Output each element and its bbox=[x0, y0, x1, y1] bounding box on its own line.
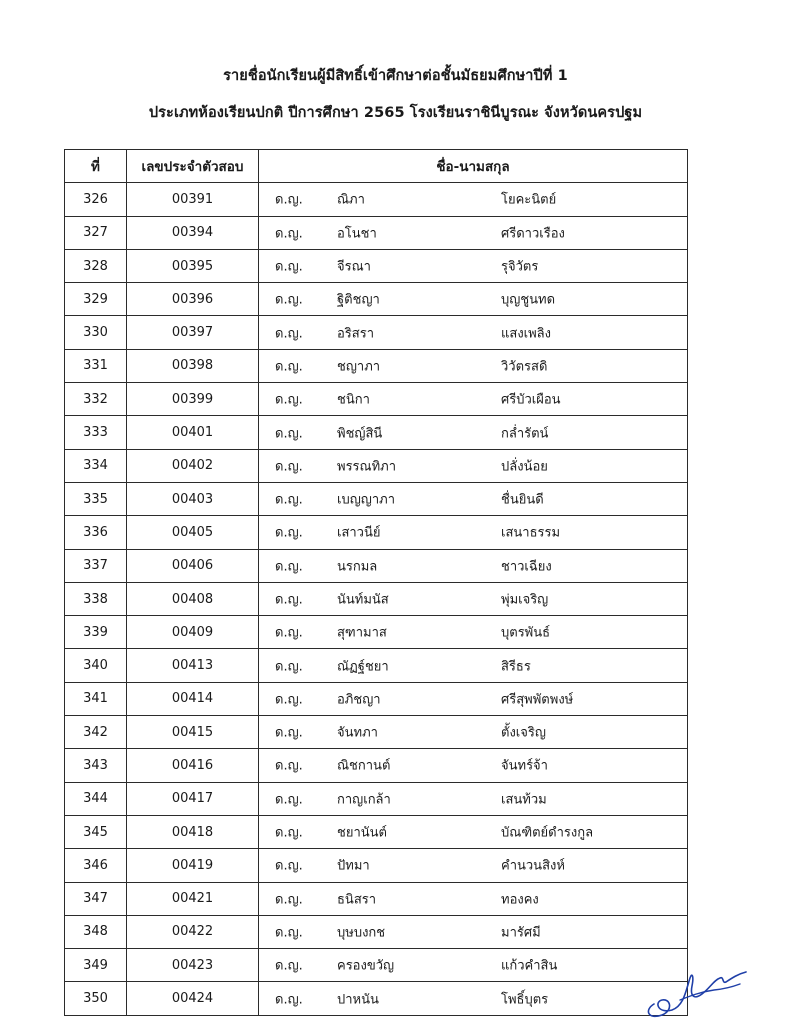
name-prefix: ด.ญ. bbox=[275, 725, 303, 741]
exam-id: 00416 bbox=[127, 749, 259, 782]
last-name: โพธิ์บุตร bbox=[501, 992, 549, 1008]
row-number: 344 bbox=[65, 782, 127, 815]
table-row bbox=[65, 416, 688, 449]
first-name: ณิชกานต์ bbox=[337, 758, 391, 774]
first-name: บุษบงกช bbox=[337, 925, 386, 941]
first-name: อริสรา bbox=[337, 326, 375, 342]
table-row bbox=[65, 849, 688, 882]
last-name: กล่ำรัตน์ bbox=[501, 426, 549, 442]
row-number: 334 bbox=[65, 449, 127, 482]
last-name: ศรีดาวเรือง bbox=[501, 226, 565, 242]
full-name-cell bbox=[259, 682, 688, 715]
row-number: 336 bbox=[65, 516, 127, 549]
row-number: 349 bbox=[65, 949, 127, 982]
last-name: จันทร์จ้า bbox=[501, 758, 548, 774]
exam-id: 00403 bbox=[127, 482, 259, 515]
name-prefix: ด.ญ. bbox=[275, 858, 303, 874]
table-row bbox=[65, 249, 688, 282]
exam-id: 00421 bbox=[127, 882, 259, 915]
first-name: นันท์มนัส bbox=[337, 592, 389, 608]
first-name: อภิชญา bbox=[337, 692, 381, 708]
last-name: แก้วคำสิน bbox=[501, 958, 558, 974]
column-header-full-name: ชื่อ-นามสกุล bbox=[259, 150, 688, 183]
exam-id: 00408 bbox=[127, 582, 259, 615]
exam-id: 00396 bbox=[127, 283, 259, 316]
name-prefix: ด.ญ. bbox=[275, 992, 303, 1008]
table-row bbox=[65, 982, 688, 1015]
last-name: เสนาธรรม bbox=[501, 525, 561, 541]
last-name: ศรีสุพพัตพงษ์ bbox=[501, 692, 574, 708]
name-prefix: ด.ญ. bbox=[275, 326, 303, 342]
exam-id: 00397 bbox=[127, 316, 259, 349]
full-name-cell bbox=[259, 815, 688, 848]
full-name-cell bbox=[259, 782, 688, 815]
table-row bbox=[65, 782, 688, 815]
table-row bbox=[65, 716, 688, 749]
table-row bbox=[65, 216, 688, 249]
full-name-cell bbox=[259, 582, 688, 615]
name-prefix: ด.ญ. bbox=[275, 226, 303, 242]
first-name: ณิภา bbox=[337, 192, 365, 208]
name-prefix: ด.ญ. bbox=[275, 892, 303, 908]
full-name-cell bbox=[259, 349, 688, 382]
first-name: ฐิติชญา bbox=[337, 292, 380, 308]
first-name: ปาหนัน bbox=[337, 992, 379, 1008]
exam-id: 00414 bbox=[127, 682, 259, 715]
name-prefix: ด.ญ. bbox=[275, 392, 303, 408]
last-name: บุญชูนทด bbox=[501, 292, 556, 308]
exam-id: 00417 bbox=[127, 782, 259, 815]
name-prefix: ด.ญ. bbox=[275, 525, 303, 541]
name-prefix: ด.ญ. bbox=[275, 958, 303, 974]
row-number: 338 bbox=[65, 582, 127, 615]
name-prefix: ด.ญ. bbox=[275, 426, 303, 442]
first-name: พรรณทิภา bbox=[337, 459, 397, 475]
table-row bbox=[65, 449, 688, 482]
name-prefix: ด.ญ. bbox=[275, 559, 303, 575]
last-name: ตั้งเจริญ bbox=[501, 725, 546, 741]
full-name-cell bbox=[259, 949, 688, 982]
last-name: ชื่นยินดี bbox=[501, 492, 544, 508]
name-prefix: ด.ญ. bbox=[275, 659, 303, 675]
row-number: 347 bbox=[65, 882, 127, 915]
table-row bbox=[65, 283, 688, 316]
first-name: ชนิกา bbox=[337, 392, 370, 408]
full-name-cell bbox=[259, 849, 688, 882]
name-prefix: ด.ญ. bbox=[275, 459, 303, 475]
table-row bbox=[65, 183, 688, 216]
table-row bbox=[65, 616, 688, 649]
table-row bbox=[65, 516, 688, 549]
last-name: คำนวนสิงห์ bbox=[501, 858, 565, 874]
row-number: 326 bbox=[65, 183, 127, 216]
row-number: 339 bbox=[65, 616, 127, 649]
exam-id: 00398 bbox=[127, 349, 259, 382]
column-header-number: ที่ bbox=[65, 150, 127, 183]
first-name: จันทภา bbox=[337, 725, 378, 741]
full-name-cell bbox=[259, 416, 688, 449]
row-number: 350 bbox=[65, 982, 127, 1015]
exam-id: 00395 bbox=[127, 249, 259, 282]
row-number: 331 bbox=[65, 349, 127, 382]
first-name: เสาวนีย์ bbox=[337, 525, 381, 541]
full-name-cell bbox=[259, 915, 688, 948]
row-number: 346 bbox=[65, 849, 127, 882]
last-name: วิวัตรสดิ bbox=[501, 359, 548, 375]
table-row bbox=[65, 915, 688, 948]
table-row bbox=[65, 582, 688, 615]
last-name: รุจิวัตร bbox=[501, 259, 539, 275]
exam-id: 00406 bbox=[127, 549, 259, 582]
row-number: 343 bbox=[65, 749, 127, 782]
first-name: ครองขวัญ bbox=[337, 958, 395, 974]
last-name: บุตรพันธ์ bbox=[501, 625, 551, 641]
exam-id: 00399 bbox=[127, 383, 259, 416]
full-name-cell bbox=[259, 449, 688, 482]
table-row bbox=[65, 482, 688, 515]
row-number: 348 bbox=[65, 915, 127, 948]
table-row bbox=[65, 949, 688, 982]
name-prefix: ด.ญ. bbox=[275, 792, 303, 808]
exam-id: 00402 bbox=[127, 449, 259, 482]
exam-id: 00422 bbox=[127, 915, 259, 948]
last-name: โยคะนิตย์ bbox=[501, 192, 557, 208]
row-number: 329 bbox=[65, 283, 127, 316]
table-header-row bbox=[65, 150, 688, 183]
name-prefix: ด.ญ. bbox=[275, 825, 303, 841]
first-name: ชญาภา bbox=[337, 359, 381, 375]
full-name-cell bbox=[259, 283, 688, 316]
table-body bbox=[65, 183, 688, 1015]
name-prefix: ด.ญ. bbox=[275, 592, 303, 608]
row-number: 340 bbox=[65, 649, 127, 682]
exam-id: 00394 bbox=[127, 216, 259, 249]
last-name: ปลั่งน้อย bbox=[501, 459, 548, 475]
last-name: พุ่มเจริญ bbox=[501, 592, 549, 608]
full-name-cell bbox=[259, 882, 688, 915]
signature-scribble bbox=[640, 960, 750, 1020]
full-name-cell bbox=[259, 516, 688, 549]
name-prefix: ด.ญ. bbox=[275, 259, 303, 275]
document-title: รายชื่อนักเรียนผู้มีสิทธิ์เข้าศึกษาต่อชั้นมัธยมศึกษาปีที่ 1 bbox=[223, 68, 568, 84]
table-row bbox=[65, 316, 688, 349]
first-name: เบญญาภา bbox=[337, 492, 396, 508]
table-row bbox=[65, 349, 688, 382]
first-name: พิชญ์สินี bbox=[337, 426, 383, 442]
exam-id: 00418 bbox=[127, 815, 259, 848]
row-number: 328 bbox=[65, 249, 127, 282]
first-name: สุฑามาส bbox=[337, 625, 387, 641]
row-number: 327 bbox=[65, 216, 127, 249]
row-number: 330 bbox=[65, 316, 127, 349]
name-prefix: ด.ญ. bbox=[275, 192, 303, 208]
exam-id: 00424 bbox=[127, 982, 259, 1015]
last-name: บัณฑิตย์ดำรงกูล bbox=[501, 825, 594, 841]
row-number: 333 bbox=[65, 416, 127, 449]
name-prefix: ด.ญ. bbox=[275, 925, 303, 941]
first-name: ปัทมา bbox=[337, 858, 370, 874]
table-row bbox=[65, 882, 688, 915]
full-name-cell bbox=[259, 183, 688, 216]
name-prefix: ด.ญ. bbox=[275, 492, 303, 508]
full-name-cell bbox=[259, 616, 688, 649]
exam-id: 00409 bbox=[127, 616, 259, 649]
full-name-cell bbox=[259, 383, 688, 416]
name-prefix: ด.ญ. bbox=[275, 625, 303, 641]
first-name: นรกมล bbox=[337, 559, 378, 575]
row-number: 345 bbox=[65, 815, 127, 848]
last-name: มารัศมี bbox=[501, 925, 541, 941]
name-prefix: ด.ญ. bbox=[275, 692, 303, 708]
row-number: 332 bbox=[65, 383, 127, 416]
exam-id: 00391 bbox=[127, 183, 259, 216]
first-name: ธนิสรา bbox=[337, 892, 377, 908]
name-prefix: ด.ญ. bbox=[275, 359, 303, 375]
full-name-cell bbox=[259, 749, 688, 782]
table-row bbox=[65, 383, 688, 416]
table-row bbox=[65, 815, 688, 848]
last-name: ศรีบัวเผือน bbox=[501, 392, 561, 408]
table-row bbox=[65, 749, 688, 782]
full-name-cell bbox=[259, 982, 688, 1015]
row-number: 337 bbox=[65, 549, 127, 582]
first-name: จีรณา bbox=[337, 259, 371, 275]
full-name-cell bbox=[259, 216, 688, 249]
exam-id: 00405 bbox=[127, 516, 259, 549]
first-name: ชยานันต์ bbox=[337, 825, 387, 841]
last-name: เสนท้วม bbox=[501, 792, 547, 808]
exam-id: 00401 bbox=[127, 416, 259, 449]
name-prefix: ด.ญ. bbox=[275, 758, 303, 774]
full-name-cell bbox=[259, 716, 688, 749]
table-row bbox=[65, 649, 688, 682]
student-roster-table bbox=[64, 149, 688, 1016]
full-name-cell bbox=[259, 549, 688, 582]
column-header-exam-id: เลขประจำตัวสอบ bbox=[127, 150, 259, 183]
exam-id: 00419 bbox=[127, 849, 259, 882]
name-prefix: ด.ญ. bbox=[275, 292, 303, 308]
row-number: 335 bbox=[65, 482, 127, 515]
last-name: สิรีธร bbox=[501, 659, 531, 675]
full-name-cell bbox=[259, 249, 688, 282]
row-number: 341 bbox=[65, 682, 127, 715]
table-row bbox=[65, 682, 688, 715]
exam-id: 00413 bbox=[127, 649, 259, 682]
document-subtitle: ประเภทห้องเรียนปกติ ปีการศึกษา 2565 โรงเรียนราชินีบูรณะ จังหวัดนครปฐม bbox=[148, 105, 643, 121]
last-name: ชาวเฉียง bbox=[501, 559, 552, 575]
full-name-cell bbox=[259, 482, 688, 515]
first-name: กาญเกล้า bbox=[337, 792, 391, 808]
first-name: ณัฏฐ์ชยา bbox=[337, 659, 389, 675]
first-name: อโนชา bbox=[337, 226, 377, 242]
row-number: 342 bbox=[65, 716, 127, 749]
full-name-cell bbox=[259, 649, 688, 682]
exam-id: 00415 bbox=[127, 716, 259, 749]
last-name: แสงเพลิง bbox=[501, 326, 551, 342]
table-row bbox=[65, 549, 688, 582]
last-name: ทองคง bbox=[501, 892, 539, 908]
exam-id: 00423 bbox=[127, 949, 259, 982]
full-name-cell bbox=[259, 316, 688, 349]
